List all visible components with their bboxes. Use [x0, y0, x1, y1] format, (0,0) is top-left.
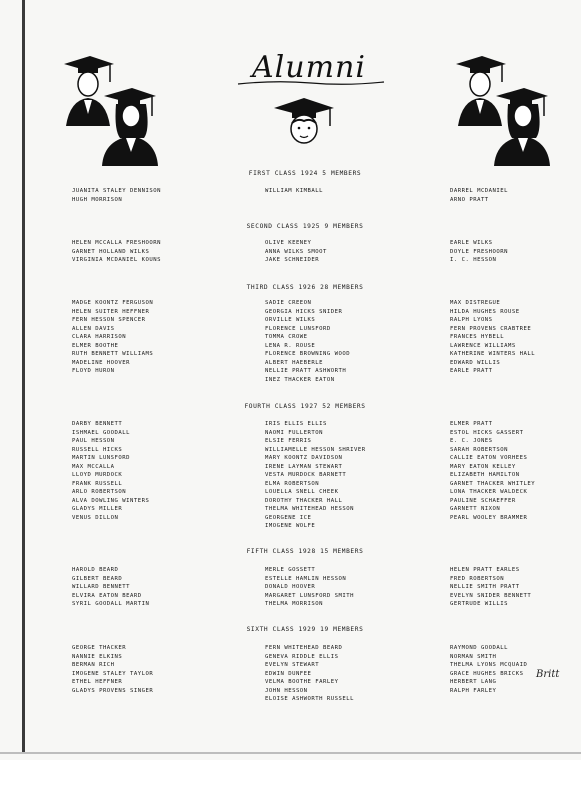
- name-column-center: [265, 187, 323, 196]
- section-heading-first-class: FIRST CLASS 1924 5 MEMBERS: [248, 170, 362, 177]
- alumni-name: IMOGENE WOLFE: [265, 523, 316, 529]
- alumni-name: THELMA LYONS MCQUAID: [450, 662, 528, 668]
- alumni-name: NAOMI FULLERTON: [265, 429, 324, 436]
- alumni-name: FRANCES HYBELL: [450, 334, 505, 340]
- alumni-name: EDWIN DUNFEE: [265, 670, 312, 677]
- alumni-name: IRENE LAYMAN STEWART: [265, 463, 343, 470]
- graduates-illustration-left: [60, 56, 160, 168]
- alumni-name: IMOGENE STALEY TAYLOR: [72, 670, 154, 677]
- alumni-name: GARNET THACKER WHITLEY: [450, 480, 536, 487]
- alumni-name: HELEN SUITER HEFFNER: [72, 308, 150, 315]
- name-column-left: [72, 239, 161, 265]
- alumni-name: LLOYD MURDOCK: [72, 472, 123, 478]
- alumni-name: VESTA MURDOCK BARNETT: [265, 472, 347, 478]
- alumni-name: OLIVE KEENEY: [265, 240, 312, 246]
- section-heading-sixth-class: SIXTH CLASS 1929 19 MEMBERS: [246, 626, 364, 633]
- name-column-left: [72, 299, 153, 376]
- alumni-name: EDWARD WILLIS: [450, 359, 501, 366]
- alumni-name: FERN HESSON SPENCER: [72, 317, 146, 323]
- alumni-name: NANNIE ELKINS: [72, 653, 123, 660]
- alumni-name: ELIZABETH HAMILTON: [450, 472, 520, 478]
- alumni-name: THELMA MORRISON: [265, 601, 324, 607]
- alumni-name: FRANK RUSSELL: [72, 480, 123, 487]
- section-heading-second-class: SECOND CLASS 1925 9 MEMBERS: [246, 223, 364, 230]
- alumni-name: ETHEL HEFFNER: [72, 679, 123, 685]
- page-binding-edge: [22, 0, 25, 752]
- alumni-name: FERN WHITEHEAD BEARD: [265, 645, 343, 651]
- alumni-name: FERN PROVENS CRABTREE: [450, 325, 532, 332]
- alumni-name: DOYLE FRESHOORN: [450, 248, 509, 255]
- alumni-name: DARREL MCDANIEL: [450, 188, 509, 194]
- alumni-name: GERTRUDE WILLIS: [450, 601, 509, 607]
- alumni-name: VENUS DILLON: [72, 514, 119, 521]
- alumni-name: LENA R. ROUSE: [265, 342, 316, 349]
- alumni-name: JAKE SCHNEIDER: [265, 257, 320, 263]
- alumni-name: GEORGIA HICKS SNIDER: [265, 308, 343, 315]
- alumni-name: I. C. HESSON: [450, 257, 497, 263]
- alumni-name: ARNO PRATT: [450, 196, 489, 203]
- alumni-name: GARNETT NIXON: [450, 506, 501, 512]
- alumni-name: GARNET HOLLAND WILKS: [72, 248, 150, 255]
- alumni-name: DOROTHY THACKER HALL: [265, 497, 343, 504]
- page-title: Alumni: [252, 50, 366, 85]
- name-column-right: [450, 299, 535, 376]
- alumni-name: INEZ THACKER EATON: [265, 376, 335, 383]
- alumni-name: ESTOL HICKS GASSERT: [450, 429, 524, 436]
- alumni-name: RAYMOND GOODALL: [450, 645, 509, 651]
- name-column-center: [265, 299, 350, 384]
- alumni-name: GENEVA RIDDLE ELLIS: [265, 653, 339, 660]
- alumni-name: BERMAN RICH: [72, 662, 115, 668]
- alumni-name: NELLIE SMITH PRATT: [450, 584, 520, 590]
- alumni-name: MARGARET LUNSFORD SMITH: [265, 592, 354, 599]
- alumni-name: MARTIN LUNSFORD: [72, 455, 131, 461]
- alumni-name: GILBERT BEARD: [72, 575, 123, 582]
- alumni-name: MERLE GOSSETT: [265, 567, 316, 573]
- alumni-name: GEORGE THACKER: [72, 645, 127, 651]
- alumni-name: ALVA DOWLING WINTERS: [72, 497, 150, 504]
- alumni-name: HUGH MORRISON: [72, 196, 123, 203]
- alumni-name: RUTH BENNETT WILLIAMS: [72, 351, 154, 357]
- name-column-center: [265, 239, 327, 265]
- alumni-name: JUANITA STALEY DENNISON: [72, 188, 161, 194]
- alumni-name: SYRIL GOODALL MARTIN: [72, 601, 150, 607]
- alumni-name: ALBERT HAEBERLE: [265, 359, 324, 366]
- handwritten-note: Britt: [536, 669, 560, 680]
- alumni-name: LAWRENCE WILLIAMS: [450, 342, 516, 349]
- alumni-name: VIRGINIA MCDANIEL KOUNS: [72, 257, 161, 263]
- alumni-name: ELOISE ASHWORTH RUSSELL: [265, 696, 354, 702]
- alumni-name: FLOYD HURON: [72, 368, 115, 374]
- alumni-name: FRED ROBERTSON: [450, 575, 505, 582]
- name-column-right: [450, 420, 535, 522]
- name-column-left: [72, 644, 153, 695]
- alumni-name: LOUELLA SNELL CHEEK: [265, 489, 339, 495]
- alumni-name: MARY KOONTZ DAVIDSON: [265, 455, 343, 461]
- alumni-name: JOHN HESSON: [265, 687, 308, 694]
- name-column-center: [265, 644, 354, 704]
- alumni-name: ISHMAEL GOODALL: [72, 429, 131, 436]
- alumni-name: DONALD HOOVER: [265, 584, 316, 590]
- name-column-left: [72, 187, 161, 204]
- alumni-name: ALLEN DAVIS: [72, 325, 115, 332]
- alumni-name: MAX MCCALLA: [72, 463, 115, 470]
- section-heading-fourth-class: FOURTH CLASS 1927 52 MEMBERS: [244, 403, 366, 410]
- name-column-left: [72, 566, 149, 609]
- alumni-name: TOMMA CROWE: [265, 334, 308, 340]
- alumni-name: VELMA BOOTHE FARLEY: [265, 679, 339, 685]
- alumni-name: FLORENCE LUNSFORD: [265, 325, 331, 332]
- alumni-name: HILDA HUGHES ROUSE: [450, 308, 520, 315]
- alumni-name: WILLARD BENNETT: [72, 584, 131, 590]
- graduate-head-illustration: [272, 96, 336, 146]
- alumni-name: EARLE PRATT: [450, 368, 493, 374]
- alumni-name: ELMER BOOTHE: [72, 342, 119, 349]
- alumni-name: LONA THACKER WALDECK: [450, 489, 528, 495]
- alumni-name: GLADYS PROVENS SINGER: [72, 687, 154, 694]
- alumni-name: ORVILLE WILKS: [265, 317, 316, 323]
- alumni-name: PEARL WOOLEY BRAMMER: [450, 514, 528, 521]
- alumni-name: GLADYS MILLER: [72, 506, 123, 512]
- section-heading-fifth-class: FIFTH CLASS 1928 15 MEMBERS: [246, 548, 364, 555]
- alumni-name: HELEN MCCALLA FRESHOORN: [72, 240, 161, 246]
- name-column-center: [265, 566, 354, 609]
- alumni-name: ESTELLE HAMLIN HESSON: [265, 575, 347, 582]
- alumni-name: ELMER PRATT: [450, 421, 493, 427]
- alumni-name: GEORGENE ICE: [265, 514, 312, 521]
- alumni-name: SADIE CREEON: [265, 300, 312, 306]
- alumni-name: RALPH FARLEY: [450, 687, 497, 694]
- alumni-name: MADELINE HOOVER: [72, 359, 131, 366]
- alumni-name: HAROLD BEARD: [72, 567, 119, 573]
- alumni-name: MAX DISTREGUE: [450, 300, 501, 306]
- alumni-name: ELVIRA EATON BEARD: [72, 592, 142, 599]
- alumni-name: FLORENCE BROWNING WOOD: [265, 351, 351, 357]
- alumni-name: WILLIAM KIMBALL: [265, 188, 324, 194]
- title-underline-swash: [236, 80, 386, 86]
- alumni-name: RALPH LYONS: [450, 317, 493, 323]
- alumni-name: EVELYN SNIDER BENNETT: [450, 592, 532, 599]
- alumni-name: HELEN PRATT EARLES: [450, 567, 520, 573]
- alumni-name: MARY EATON KELLEY: [450, 463, 516, 470]
- name-column-right: [450, 239, 508, 265]
- alumni-name: THELMA WHITEHEAD HESSON: [265, 506, 354, 512]
- section-heading-third-class: THIRD CLASS 1926 28 MEMBERS: [246, 284, 364, 291]
- alumni-name: PAUL HESSON: [72, 438, 115, 444]
- name-column-left: [72, 420, 149, 522]
- alumni-name: E. C. JONES: [450, 438, 493, 444]
- page-bottom-edge: [0, 752, 581, 754]
- alumni-name: SARAH ROBERTSON: [450, 446, 509, 453]
- alumni-name: NORMAN SMITH: [450, 653, 497, 660]
- alumni-name: GRACE HUGHES BRICKS: [450, 670, 524, 677]
- alumni-name: ANNA WILKS SMOOT: [265, 248, 327, 255]
- alumni-name: PAULINE SCHAEFFER: [450, 497, 516, 504]
- name-column-center: [265, 420, 366, 531]
- name-column-right: [450, 644, 527, 695]
- name-column-right: [450, 187, 508, 204]
- alumni-name: NELLIE PRATT ASHWORTH: [265, 368, 347, 374]
- alumni-name: CLARA HARRISON: [72, 334, 127, 340]
- alumni-name: ELMA ROBERTSON: [265, 480, 320, 487]
- name-column-right: [450, 566, 531, 609]
- alumni-name: RUSSELL HICKS: [72, 446, 123, 453]
- alumni-name: ELSIE FERRIS: [265, 438, 312, 444]
- alumni-name: ARLO ROBERTSON: [72, 489, 127, 495]
- alumni-name: KATHERINE WINTERS HALL: [450, 351, 536, 357]
- alumni-name: EARLE WILKS: [450, 240, 493, 246]
- alumni-name: EVELYN STEWART: [265, 662, 320, 668]
- alumni-name: CALLIE EATON VORHEES: [450, 455, 528, 461]
- alumni-name: MADGE KOONTZ FERGUSON: [72, 300, 154, 306]
- alumni-name: DARBY BENNETT: [72, 421, 123, 427]
- alumni-name: IRIS ELLIS ELLIS: [265, 421, 327, 427]
- alumni-name: WILLIAMELLE HESSON SHRIVER: [265, 446, 366, 453]
- alumni-name: HERBERT LANG: [450, 679, 497, 685]
- graduates-illustration-right: [452, 56, 552, 168]
